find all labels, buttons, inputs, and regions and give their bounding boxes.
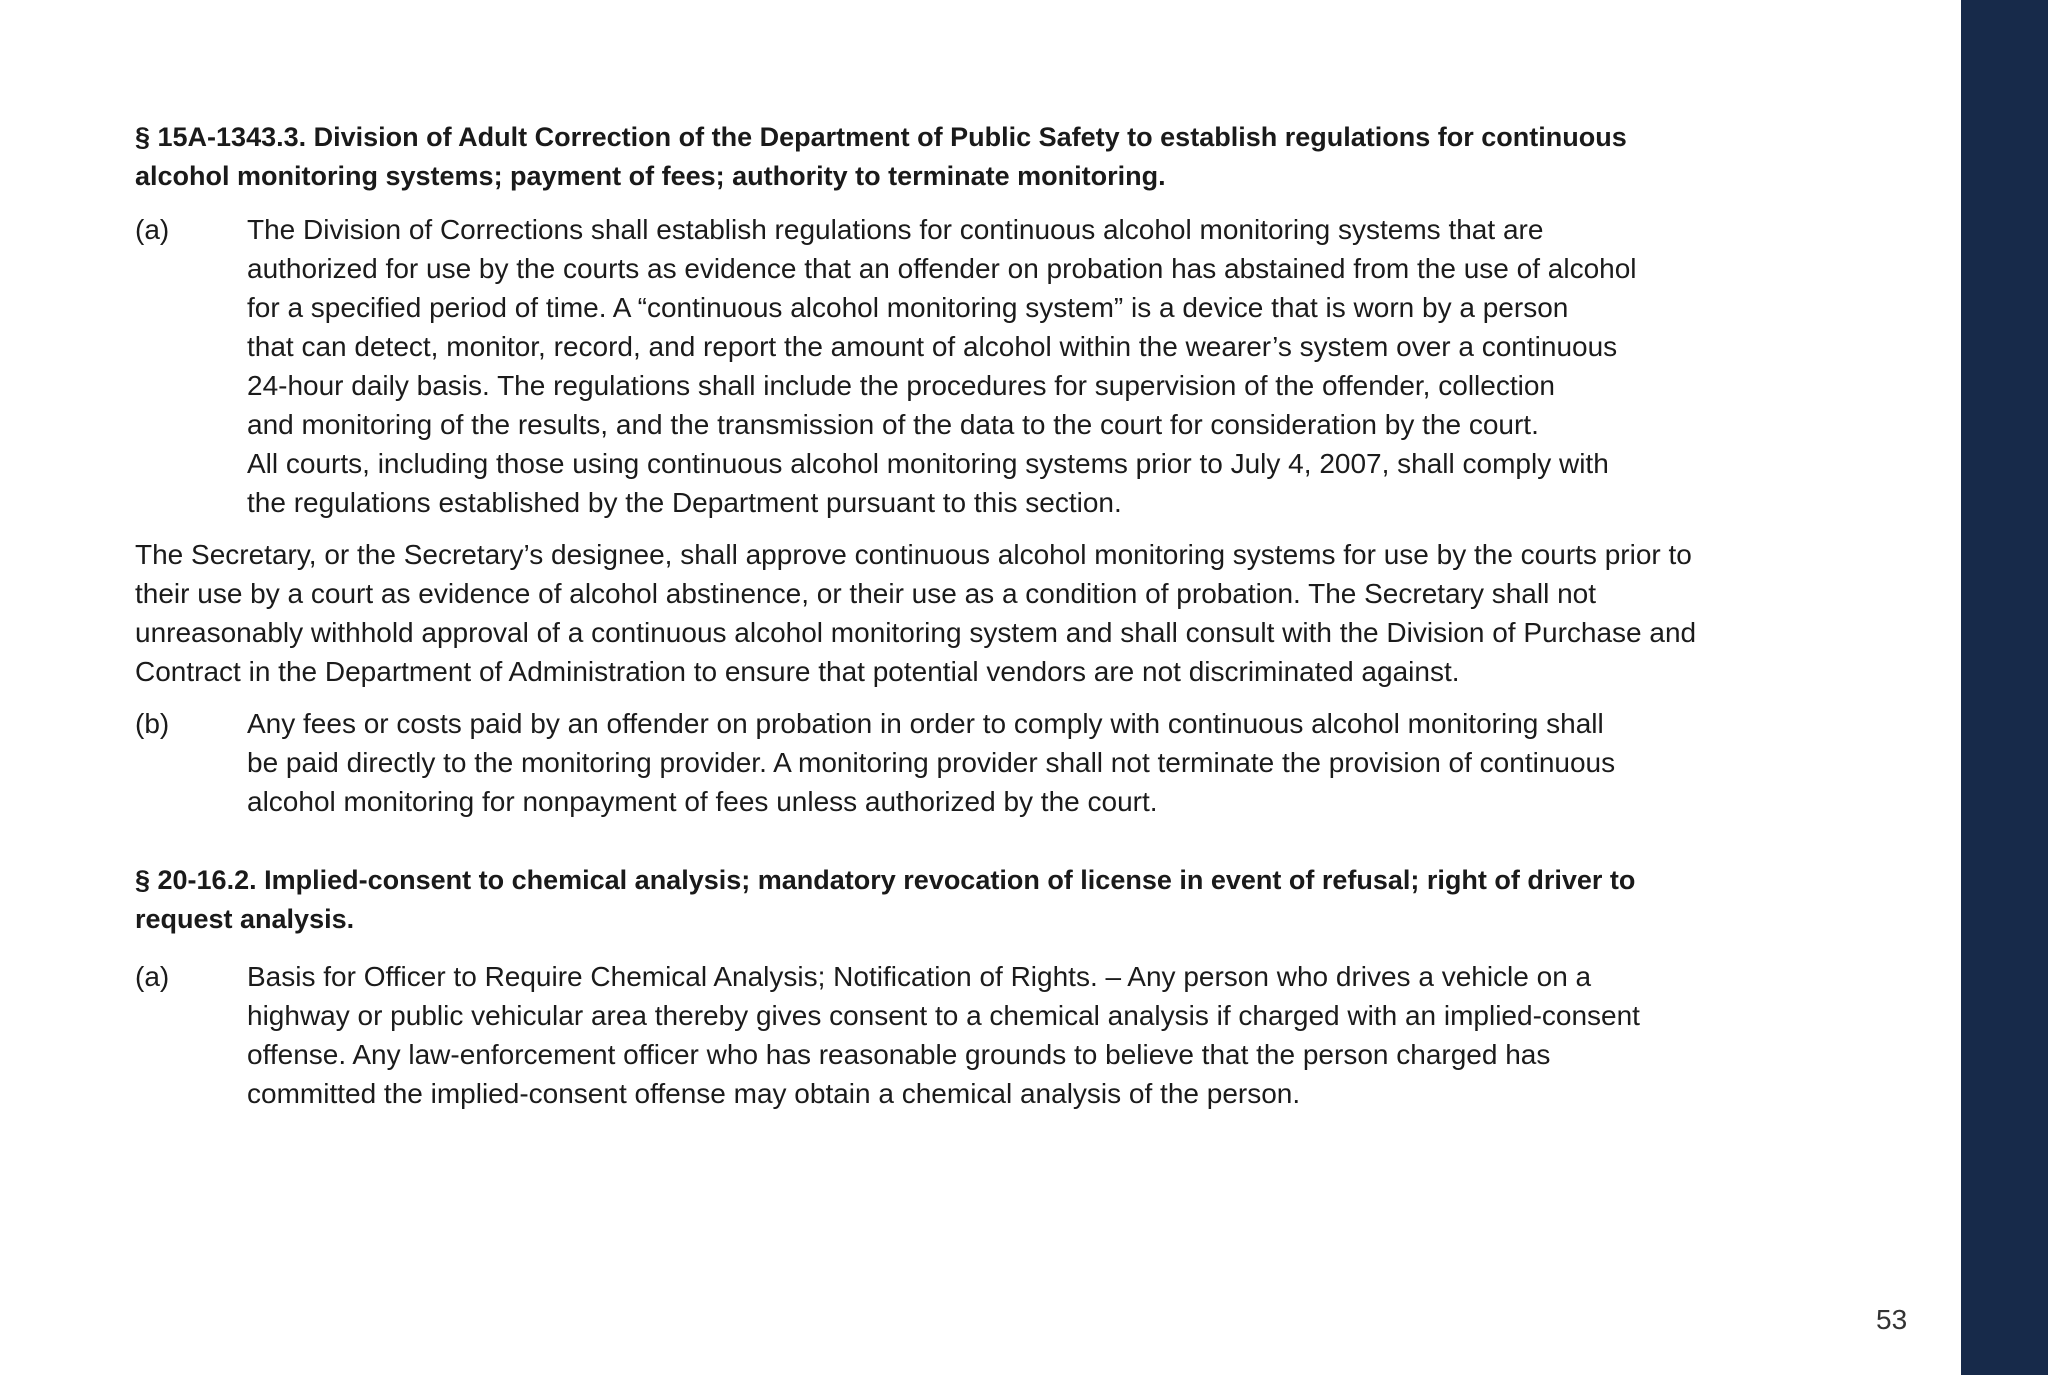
page-number: 53: [1876, 1304, 1908, 1335]
section-20-16-2: [135, 861, 1875, 1113]
clause-label: (b): [135, 708, 170, 739]
decorative-sidebar-band: [1961, 0, 2048, 1375]
clause-a: [135, 210, 1875, 522]
clause-text: Basis for Officer to Require Chemical Analysis; Notification of Rights. – Any person who drives a vehicle on a highway or public vehicular area thereby gives consent to a chemical analysis if charged with an implied-consent offense. Any law-enforcement officer who has reasonable grounds to believe that the person charged has committed the implied-consent offense may obtain a chemical analysis of the person.: [247, 961, 1640, 1109]
clause-label: (a): [135, 961, 170, 992]
clause-b: [135, 704, 1875, 821]
clause-text: Any fees or costs paid by an offender on probation in order to comply with continuous alcohol monitoring shall be paid directly to the monitoring provider. A monitoring provider shall not terminate the provision of continuous alcohol monitoring for nonpayment of fees unless authorized by the court.: [247, 708, 1616, 817]
section-heading: § 15A-1343.3. Division of Adult Correction of the Department of Public Safety to establish regulations for continuous alcohol monitoring systems; payment of fees; authority to terminate monitoring.: [135, 122, 1627, 191]
clause-label: (a): [135, 214, 170, 245]
clause-text: The Division of Corrections shall establish regulations for continuous alcohol monitoring systems that are authorized for use by the courts as evidence that an offender on probation has abstained from the use of alcohol for a specified period of time. A “continuous alcohol monitoring system” is a device that is worn by a person that can detect, monitor, record, and report the amount of alcohol within the wearer’s system over a continuous 24-hour daily basis. The regulations shall include the procedures for supervision of the offender, collection and monitoring of the results, and the transmission of the data to the court for consideration by the court. All courts, including those using continuous alcohol monitoring systems prior to July 4, 2007, shall comply with the regulations established by the Department pursuant to this section.: [247, 214, 1637, 518]
clause-a: [135, 957, 1875, 1113]
secretary-approval-paragraph: The Secretary, or the Secretary’s designee, shall approve continuous alcohol monitoring systems for use by the courts prior to their use by a court as evidence of alcohol abstinence, or their use as a condition of probation. The Secretary shall not unreasonably withhold approval of a continuous alcohol monitoring system and shall consult with the Division of Purchase and Contract in the Department of Administration to ensure that potential vendors are not discriminated against.: [135, 539, 1697, 687]
section-15a-1343-3: [135, 118, 1875, 821]
document-body: [135, 118, 1875, 1126]
section-heading: § 20-16.2. Implied-consent to chemical analysis; mandatory revocation of license in event of refusal; right of driver to request analysis.: [135, 865, 1636, 934]
